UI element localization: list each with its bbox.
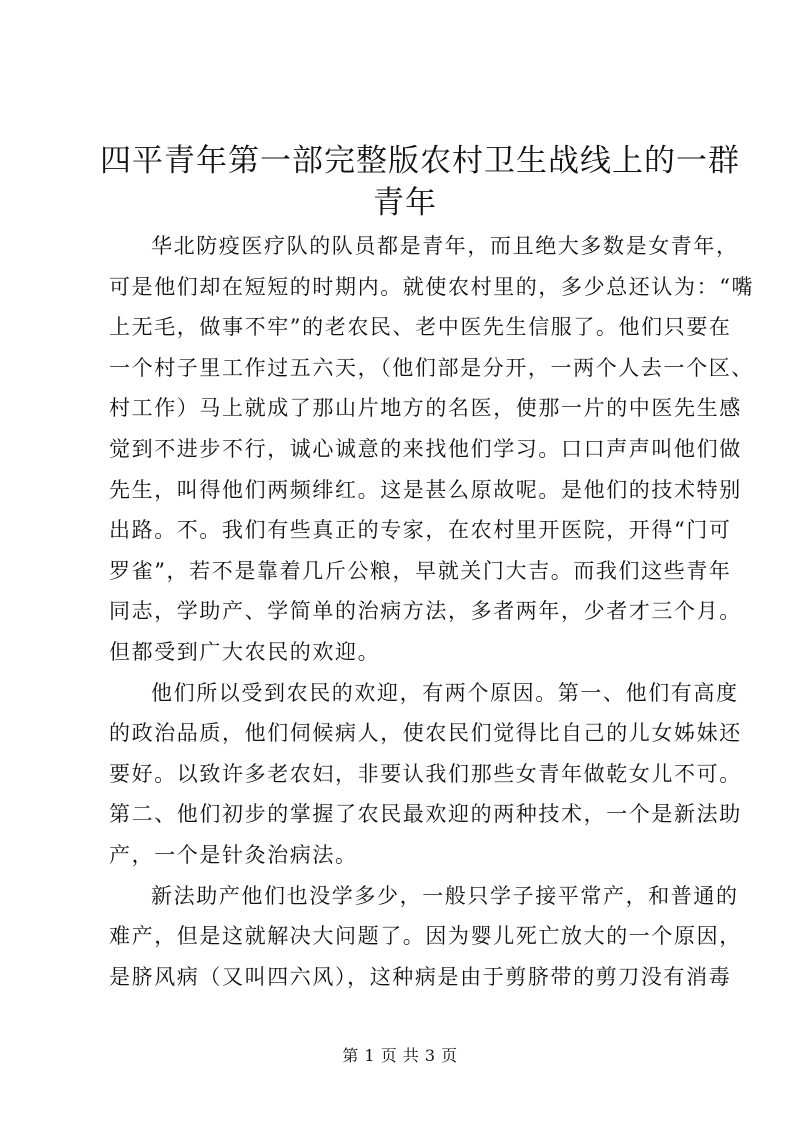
body-line: 但都受到广大农民的欢迎。 [109,639,381,664]
title-line-2: 青年 [373,185,437,221]
body-line: 新法助产他们也没学多少，一般只学子接平常产，和普通的 [151,883,739,908]
body-line: 村工作）马上就成了那山片地方的名医，使那一片的中医先生感 [109,396,742,421]
body-line: 要好。以致许多老农妇，非要认我们那些女青年做乾女儿不可。 [109,761,742,786]
body-line: 觉到不进步不行，诚心诚意的来找他们学习。口口声声叫他们做 [109,436,742,461]
body-line: 他们所以受到农民的欢迎，有两个原因。第一、他们有高度 [151,680,739,705]
body-line: 罗雀”，若不是靠着几斤公粮，早就关门大吉。而我们这些青年 [109,558,732,583]
body-line: 同志，学助产、学简单的治病方法，多者两年，少者才三个月。 [109,599,742,624]
page-number-footer: 第 1 页 共 3 页 [342,1046,458,1065]
document-title [100,140,740,224]
body-line: 先生，叫得他们两频绯红。这是甚么原故呢。是他们的技术特别 [109,477,742,502]
body-line: 的政治品质，他们伺候病人，使农民们觉得比自己的儿女姊妹还 [109,721,742,746]
body-line: 出路。不。我们有些真正的专家，在农村里开医院，开得“门可 [109,518,732,543]
title-line-1: 四平青年第一部完整版农村卫生战线上的一群 [100,143,740,179]
document-body [109,226,755,997]
body-line: 难产，但是这就解决大问题了。因为婴儿死亡放大的一个原因， [109,924,742,949]
body-line: 产，一个是针灸治病法。 [109,842,358,867]
body-line: 一个村子里工作过五六天，（他们部是分开，一两个人去一个区、 [109,355,754,380]
body-line: 可是他们却在短短的时期内。就使农村里的，多少总还认为：“嘴 [109,274,755,299]
body-line: 上无毛，做事不牢”的老农民、老中医先生信服了。他们只要在 [109,315,732,340]
body-line: 是脐风病（又叫四六风），这种病是由于剪脐带的剪刀没有消毒 [109,964,732,989]
body-line: 华北防疫医疗队的队员都是青年，而且绝大多数是女青年， [151,234,739,258]
body-line: 第二、他们初步的掌握了农民最欢迎的两种技术，一个是新法助 [109,802,742,827]
